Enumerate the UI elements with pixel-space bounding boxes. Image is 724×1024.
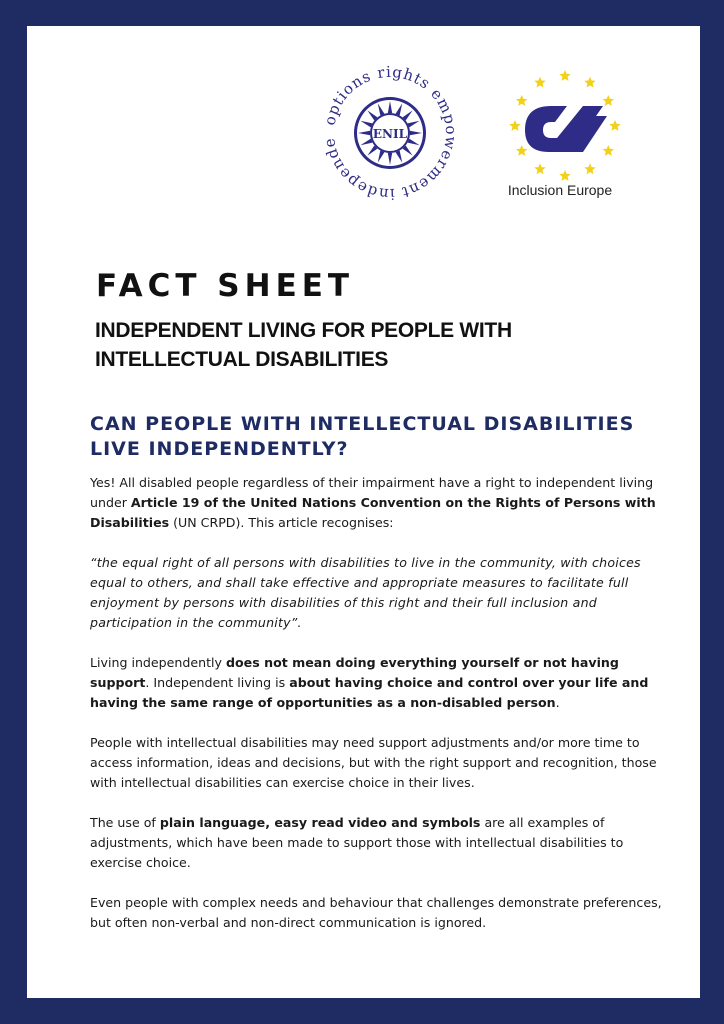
enil-logo xyxy=(319,62,461,204)
text-span: . xyxy=(555,695,560,710)
text-span: are all examples of adjustments, which have been made to support those with intellectual disabilities to exercise choice. xyxy=(90,815,624,870)
eu-star-icon xyxy=(584,163,595,174)
eu-star-icon xyxy=(584,77,595,88)
text-span: . Independent living is xyxy=(145,675,290,690)
eu-star-icon xyxy=(603,145,614,156)
eu-star-icon xyxy=(559,70,570,81)
bold-span: about having choice and control over your life and having the same range of opportunities as a non-disabled person xyxy=(90,675,649,710)
paragraph-complex-needs: Even people with complex needs and behaviour that challenges demonstrate preferences, but often non-verbal and non-direct communication is ignored. xyxy=(90,895,662,930)
text-span: The use of xyxy=(90,815,160,830)
inclusion-europe-label: Inclusion Europe xyxy=(507,182,613,198)
eu-star-icon xyxy=(516,95,527,106)
eu-star-icon xyxy=(509,120,520,131)
section-heading: CAN PEOPLE WITH INTELLECTUAL DISABILITIES LIVE INDEPENDENTLY? xyxy=(90,413,635,460)
enil-center-text: ENIL xyxy=(372,127,408,141)
bold-span: Article 19 of the United Nations Convention on the Rights of Persons with Disabilities xyxy=(90,495,656,530)
quote-text: “the equal right of all persons with disabilities to live in the community, with choices equal to others, and shall take effective and appropriate measures to facilitate full enjoyment by persons with disabilities of this right and their full inclusion and participation in the community”. xyxy=(90,555,641,630)
paragraph-living-independently xyxy=(90,653,670,713)
document-page xyxy=(27,26,700,998)
paragraph-quote xyxy=(90,553,670,633)
paragraph-article-19 xyxy=(90,473,670,533)
fact-sheet-title: FACT SHEET xyxy=(96,268,355,304)
eu-star-icon xyxy=(534,77,545,88)
enil-ring-text: options rights empowerment independe xyxy=(320,62,461,204)
bold-span: plain language, easy read video and symbols xyxy=(159,815,481,830)
text-span: (UN CRPD). This article recognises: xyxy=(169,515,394,530)
eu-star-icon xyxy=(559,170,570,181)
fact-sheet-subtitle: INDEPENDENT LIVING FOR PEOPLE WITH INTELLECTUAL DISABILITIES xyxy=(95,319,512,371)
eu-star-icon xyxy=(609,120,620,131)
eu-star-icon xyxy=(534,163,545,174)
text-span: Living independently xyxy=(90,655,227,670)
eu-star-icon xyxy=(603,95,614,106)
bold-span: does not mean doing everything yourself or not having support xyxy=(90,655,619,690)
paragraph-plain-language xyxy=(90,813,670,873)
text-span: Yes! All disabled people regardless of their impairment have a right to independent living under xyxy=(90,475,654,510)
paragraph-support-adjustments: People with intellectual disabilities may need support adjustments and/or more time to access information, ideas and decisions, but with the right support and recognition, those with intellectual disabilities can exercise choice in their lives. xyxy=(90,735,657,790)
body-text xyxy=(90,473,670,953)
eu-star-icon xyxy=(516,145,527,156)
inclusion-europe-logo xyxy=(485,64,635,214)
